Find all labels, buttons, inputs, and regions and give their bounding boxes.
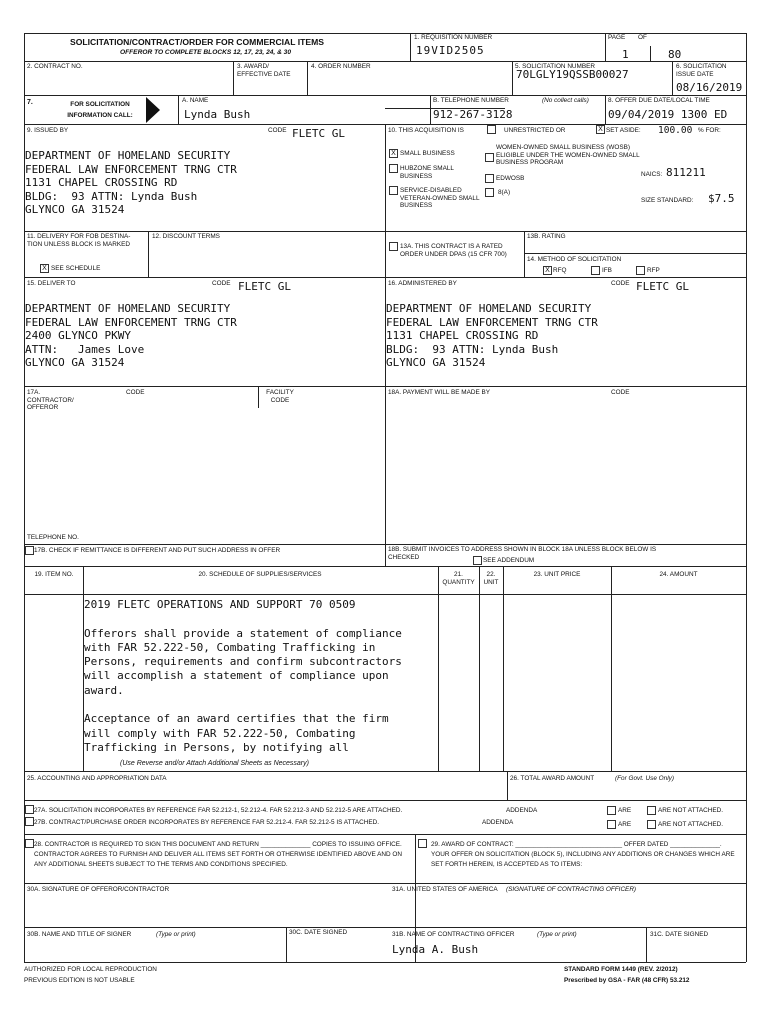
date-signed-31c-label: 31C. DATE SIGNED bbox=[650, 931, 709, 938]
facility-code-label: FACILITY CODE bbox=[266, 389, 294, 404]
requisition-value[interactable]: 19VID2505 bbox=[416, 44, 485, 57]
set-aside-percent[interactable]: 100.00 bbox=[658, 125, 693, 136]
set-aside-checkbox[interactable]: X bbox=[596, 125, 605, 134]
signature-31a-note: (SIGNATURE OF CONTRACTING OFFICER) bbox=[506, 886, 637, 893]
rfp-label: RFP bbox=[647, 267, 660, 274]
discount-terms-label: 12. DISCOUNT TERMS bbox=[152, 233, 220, 240]
administered-by-address[interactable]: DEPARTMENT OF HOMELAND SECURITY FEDERAL LAW ENFORCEMENT TRNG CTR 1131 CHAPEL CROSSING RD BLDG: 93 ATTN: Lynda Bush GLYNCO GA 31524 bbox=[386, 302, 598, 369]
acquisition-label: 10. THIS ACQUISITION IS bbox=[388, 127, 464, 134]
award-of-contract-text: 29. AWARD OF CONTRACT: ______________________________ OFFER DATED ______________. YOUR OFFER ON SOLICITATION (BLOCK 5), INCLUDING ANY ADDITIONS OR CHANGES WHICH ARE SET FORTH HEREIN, IS ACCEPTED AS TO ITEMS: bbox=[431, 841, 735, 868]
edwosb-label: EDWOSB bbox=[496, 175, 525, 182]
col-unit-price: 23. UNIT PRICE bbox=[533, 571, 581, 578]
of-label: OF bbox=[638, 34, 647, 41]
date-signed-30c-label: 30C. DATE SIGNED bbox=[289, 929, 348, 936]
form-title: SOLICITATION/CONTRACT/ORDER FOR COMMERCIAL ITEMS bbox=[70, 37, 324, 47]
sdvosb-label: SERVICE-DISABLED VETERAN-OWNED SMALL BUSINESS bbox=[400, 187, 480, 210]
col-amount: 24. AMOUNT bbox=[659, 571, 698, 578]
27a-checkbox[interactable] bbox=[25, 805, 34, 814]
payment-code-label: CODE bbox=[611, 389, 630, 396]
edwosb-checkbox[interactable] bbox=[485, 174, 494, 183]
size-standard-value[interactable]: $7.5 bbox=[708, 192, 735, 205]
27b-are-not-checkbox[interactable] bbox=[647, 820, 656, 829]
rated-order-checkbox[interactable] bbox=[389, 242, 398, 251]
contracting-officer-label: 31B. NAME OF CONTRACTING OFFICER bbox=[392, 931, 515, 938]
set-aside-label: SET ASIDE: bbox=[606, 127, 641, 134]
requisition-label: 1. REQUISITION NUMBER bbox=[414, 34, 493, 41]
telephone-label: B. TELEPHONE NUMBER bbox=[433, 97, 509, 104]
method-label: 14. METHOD OF SOLICITATION bbox=[527, 256, 622, 263]
naics-value[interactable]: 811211 bbox=[666, 166, 706, 179]
contact-name-value[interactable]: Lynda Bush bbox=[184, 108, 251, 121]
27b-are-checkbox[interactable] bbox=[607, 820, 616, 829]
solicitation-number-value[interactable]: 70LGLY19QSSB00027 bbox=[516, 68, 629, 81]
block-7-number: 7. bbox=[27, 99, 33, 106]
submit-invoices-label: 18B. SUBMIT INVOICES TO ADDRESS SHOWN IN BLOCK 18A UNLESS BLOCK BELOW IS CHECKED bbox=[388, 546, 657, 561]
issue-date-value[interactable]: 08/16/2019 bbox=[676, 81, 743, 94]
delivery-fob-label: 11. DELIVERY FOR FOB DESTINA- TION UNLESS BLOCK IS MARKED bbox=[27, 233, 131, 248]
total-award-note: (For Govt. Use Only) bbox=[615, 775, 674, 782]
deliver-to-code-label: CODE bbox=[212, 280, 231, 287]
naics-label: NAICS: bbox=[641, 171, 663, 178]
remittance-label: 17B. CHECK IF REMITTANCE IS DIFFERENT AND PUT SUCH ADDRESS IN OFFER bbox=[34, 547, 281, 554]
schedule-description: 2019 FLETC OPERATIONS AND SUPPORT 70 0509 Offerors shall provide a statement of compliance with FAR 52.222-50, Combating Trafficking in Persons, requirements and confirm subcontractors will accomplish a statement of compliance upon award. Acceptance of an award certifies that the firm will comply with FAR 52.222-50, Combating Trafficking in Persons, by notifying all bbox=[84, 598, 402, 754]
8a-checkbox[interactable] bbox=[485, 188, 494, 197]
small-business-label: SMALL BUSINESS bbox=[400, 150, 455, 157]
27b-are-not: ARE NOT ATTACHED. bbox=[658, 821, 723, 828]
27a-text: 27A. SOLICITATION INCORPORATES BY REFERENCE FAR 52.212-1, 52.212-4. FAR 52.212-3 AND 52.212-5 ARE ATTACHED. bbox=[34, 807, 403, 814]
signer-name-label: 30B. NAME AND TITLE OF SIGNER bbox=[27, 931, 132, 938]
col-item-no: 19. ITEM NO. bbox=[34, 571, 74, 578]
issued-by-code-value[interactable]: FLETC GL bbox=[292, 127, 345, 140]
27a-are-not-checkbox[interactable] bbox=[647, 806, 656, 815]
contracting-officer-note: (Type or print) bbox=[537, 931, 577, 938]
rfq-checkbox[interactable]: X bbox=[543, 266, 552, 275]
info-call-label: FOR SOLICITATION INFORMATION CALL: bbox=[67, 101, 133, 119]
footer-form-number: STANDARD FORM 1449 (REV. 2/2012) bbox=[564, 966, 678, 973]
percent-for-label: % FOR: bbox=[698, 127, 721, 134]
order-number-label: 4. ORDER NUMBER bbox=[311, 63, 371, 70]
page-total: 80 bbox=[668, 48, 682, 61]
unrestricted-label: UNRESTRICTED OR bbox=[504, 127, 566, 134]
signature-30a-label: 30A. SIGNATURE OF OFFEROR/CONTRACTOR bbox=[27, 886, 170, 893]
issued-by-label: 9. ISSUED BY bbox=[27, 127, 69, 134]
ifb-label: IFB bbox=[602, 267, 612, 274]
27b-are: ARE bbox=[618, 821, 632, 828]
see-addendum-checkbox[interactable] bbox=[473, 556, 482, 565]
issued-by-address[interactable]: DEPARTMENT OF HOMELAND SECURITY FEDERAL LAW ENFORCEMENT TRNG CTR 1131 CHAPEL CROSSING RD BLDG: 93 ATTN: Lynda Bush GLYNCO GA 31524 bbox=[25, 149, 237, 216]
page-label: PAGE bbox=[608, 34, 626, 41]
see-schedule-label: SEE SCHEDULE bbox=[51, 265, 101, 272]
ifb-checkbox[interactable] bbox=[591, 266, 600, 275]
footer-prescribed-by: Prescribed by GSA - FAR (48 CFR) 53.212 bbox=[564, 977, 690, 984]
see-addendum-label: SEE ADDENDUM bbox=[483, 557, 535, 564]
signer-name-note: (Type or print) bbox=[156, 931, 196, 938]
arrow-icon bbox=[146, 97, 160, 123]
size-standard-label: SIZE STANDARD: bbox=[641, 197, 694, 204]
telephone-no-label: TELEPHONE NO. bbox=[27, 534, 79, 541]
col-quantity: 21. QUANTITY bbox=[442, 571, 475, 586]
footer-previous-edition: PREVIOUS EDITION IS NOT USABLE bbox=[24, 977, 135, 984]
contractor-code-label: CODE bbox=[126, 389, 145, 396]
contractor-sign-text: 28. CONTRACTOR IS REQUIRED TO SIGN THIS DOCUMENT AND RETURN ______________ COPIES TO ISSUING OFFICE. CONTRACTOR AGREES TO FURNISH AND DELIVER ALL ITEMS SET FORTH OR OTHERWISE IDENTIFIED ABOVE AND ON ANY ADDITIONAL SHEETS SUBJECT TO THE TERMS AND CONDITIONS SPECIFIED. bbox=[34, 841, 403, 868]
contact-name-label: A. NAME bbox=[182, 97, 209, 104]
issued-by-code-label: CODE bbox=[268, 127, 287, 134]
28-checkbox[interactable] bbox=[25, 839, 34, 848]
rated-order-label: 13A. THIS CONTRACT IS A RATED ORDER UNDER DPAS (15 CFR 700) bbox=[400, 243, 507, 258]
27b-addenda: ADDENDA bbox=[482, 819, 514, 826]
hubzone-label: HUBZONE SMALL BUSINESS bbox=[400, 165, 454, 180]
administered-by-label: 16. ADMINISTERED BY bbox=[388, 280, 457, 287]
contractor-label: 17A. CONTRACTOR/ OFFEROR bbox=[27, 389, 74, 412]
8a-label: 8(A) bbox=[498, 189, 511, 196]
payment-label: 18A. PAYMENT WILL BE MADE BY bbox=[388, 389, 491, 396]
contract-no-label: 2. CONTRACT NO. bbox=[27, 63, 83, 70]
col-schedule: 20. SCHEDULE OF SUPPLIES/SERVICES bbox=[198, 571, 322, 578]
deliver-to-address[interactable]: DEPARTMENT OF HOMELAND SECURITY FEDERAL LAW ENFORCEMENT TRNG CTR 2400 GLYNCO PKWY ATTN: James Love GLYNCO GA 31524 bbox=[25, 302, 237, 369]
wosb-checkbox[interactable] bbox=[485, 153, 494, 162]
rating-label: 13B. RATING bbox=[527, 233, 566, 240]
no-collect-note: (No collect calls) bbox=[542, 97, 589, 104]
schedule-footer-note: (Use Reverse and/or Attach Additional Sheets as Necessary) bbox=[120, 760, 309, 767]
unrestricted-checkbox[interactable] bbox=[487, 125, 496, 134]
offer-due-label: 8. OFFER DUE DATE/LOCAL TIME bbox=[608, 97, 710, 104]
rfq-label: RFQ bbox=[553, 267, 567, 274]
administered-by-code-value[interactable]: FLETC GL bbox=[636, 280, 689, 293]
accounting-label: 25. ACCOUNTING AND APPROPRIATION DATA bbox=[27, 775, 167, 782]
page-number: 1 bbox=[622, 48, 629, 61]
remittance-checkbox[interactable] bbox=[25, 546, 34, 555]
rfp-checkbox[interactable] bbox=[636, 266, 645, 275]
issue-date-label: 6. SOLICITATION ISSUE DATE bbox=[676, 63, 727, 78]
deliver-to-label: 15. DELIVER TO bbox=[27, 280, 76, 287]
contracting-officer-value[interactable]: Lynda A. Bush bbox=[392, 943, 479, 956]
deliver-to-code-value[interactable]: FLETC GL bbox=[238, 280, 291, 293]
27b-text: 27B. CONTRACT/PURCHASE ORDER INCORPORATES BY REFERENCE FAR 52.212-4. FAR 52.212-5 IS ATTACHED. bbox=[34, 819, 380, 826]
see-schedule-checkbox[interactable]: X bbox=[40, 264, 49, 273]
27a-are-checkbox[interactable] bbox=[607, 806, 616, 815]
27b-checkbox[interactable] bbox=[25, 817, 34, 826]
footer-reproduction: AUTHORIZED FOR LOCAL REPRODUCTION bbox=[24, 966, 157, 973]
telephone-value[interactable]: 912-267-3128 bbox=[433, 108, 513, 121]
sdvosb-checkbox[interactable] bbox=[389, 186, 398, 195]
administered-by-code-label: CODE bbox=[611, 280, 630, 287]
27a-addenda: ADDENDA bbox=[506, 807, 538, 814]
offer-due-value[interactable]: 09/04/2019 1300 ED bbox=[608, 108, 728, 121]
form-subtitle: OFFEROR TO COMPLETE BLOCKS 12, 17, 23, 24, & 30 bbox=[120, 49, 291, 56]
small-business-checkbox[interactable]: X bbox=[389, 149, 398, 158]
solicitation-number-label: 5. SOLICITATION NUMBER bbox=[515, 63, 596, 70]
hubzone-checkbox[interactable] bbox=[389, 164, 398, 173]
signature-31a-label: 31A. UNITED STATES OF AMERICA bbox=[392, 886, 498, 893]
27a-are: ARE bbox=[618, 807, 632, 814]
col-unit: 22. UNIT bbox=[483, 571, 499, 586]
award-date-label: 3. AWARD/ EFFECTIVE DATE bbox=[237, 63, 291, 78]
27a-are-not: ARE NOT ATTACHED. bbox=[658, 807, 723, 814]
wosb-label: WOMEN-OWNED SMALL BUSINESS (WOSB) ELIGIBLE UNDER THE WOMEN-OWNED SMALL BUSINESS PROGRAM bbox=[496, 144, 640, 167]
total-award-label: 26. TOTAL AWARD AMOUNT bbox=[510, 775, 595, 782]
29-checkbox[interactable] bbox=[418, 839, 427, 848]
